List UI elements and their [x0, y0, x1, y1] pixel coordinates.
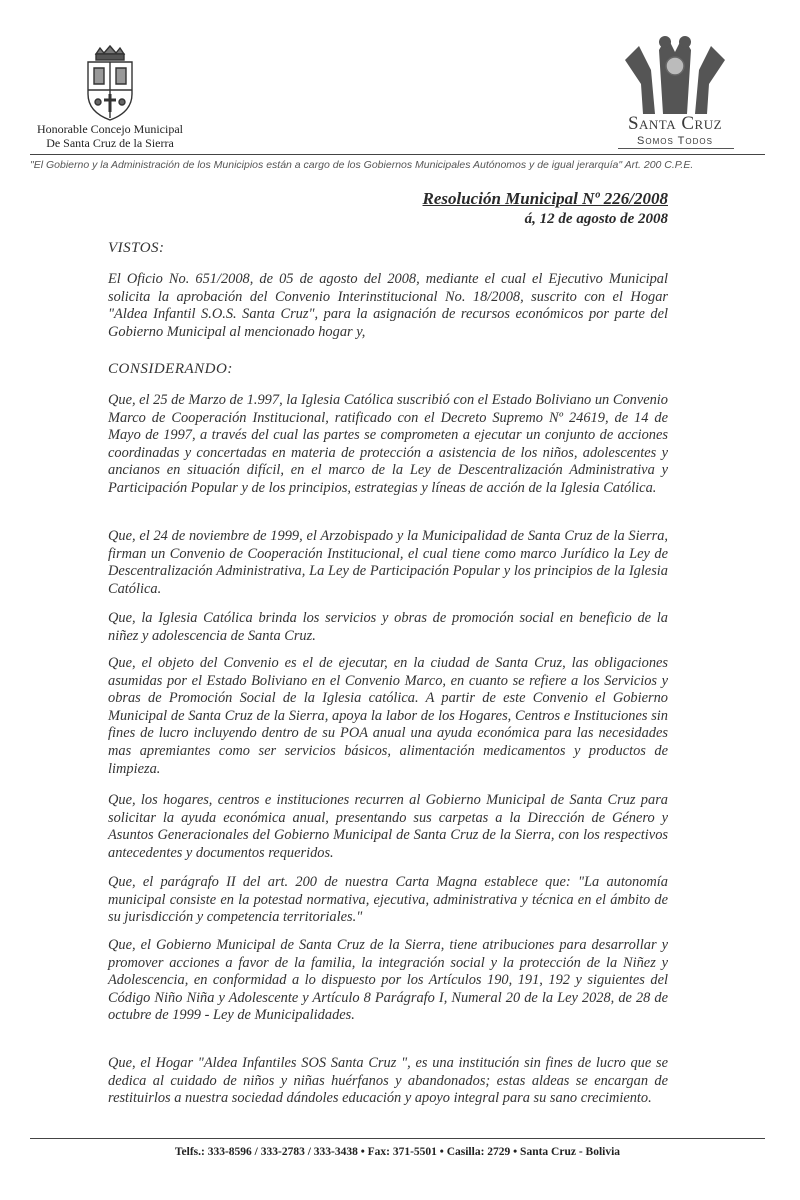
- paragraph-objeto-convenio: Que, el objeto del Convenio es el de ejecutar, en la ciudad de Santa Cruz, las obligaciones asumidas por el Estado Boliviano en el Convenio Marco, en cuanto se refiere a los Servicios y obras de Promoción Social de la Iglesia católica. A partir de este Convenio el Gobierno Municipal de Santa Cruz de la Sierra, apoya la labor de los Hogares, Centros e Instituciones sin fines de lucro incluyendo dentro de su POA anual una ayuda económica para las necesidades mas apremiantes como ser servicios básicos, alimentación medicamentos y productos de limpieza.: [108, 655, 668, 777]
- considerando-heading: CONSIDERANDO:: [108, 361, 233, 377]
- resolution-title: Resolución Municipal Nº 226/2008: [422, 189, 668, 208]
- paragraph-iglesia-servicios: Que, la Iglesia Católica brinda los servicios y obras de promoción social en beneficio de la niñez y adolescencia de Santa Cruz.: [108, 610, 668, 644]
- paragraph-convenio-marco: Que, el 25 de Marzo de 1.997, la Iglesia Católica suscribió con el Estado Boliviano un Convenio Marco de Cooperación Institucional, ratificado con el Decreto Supremo Nº 24619, de 14 de Mayo de 1997, a través del cual las partes se comprometen a ejecutar un conjunto de acciones coordinadas y concertadas en materia de protección a asistencia de los niños, adolescentes y ancianos en situación difícil, en el marco de la Ley de Descentralización Administrativa y Participación Popular y de los principios, estrategias y líneas de acción de la Iglesia Católica.: [108, 392, 668, 496]
- paragraph-hogares: Que, los hogares, centros e instituciones recurren al Gobierno Municipal de Santa Cruz para solicitar la ayuda económica anual, presentando sus carpetas a la Dirección de Género y Asuntos Generacionales del Gobierno Municipal de Santa Cruz de la Sierra, con los respectivos antecedentes y documentos requeridos.: [108, 792, 668, 861]
- paragraph-atribuciones: Que, el Gobierno Municipal de Santa Cruz de la Sierra, tiene atribuciones para desarrollar y promover acciones a favor de la familia, la integración social y la protección de la Niñez y Adolescencia, en conformidad a lo dispuesto por los Artículos 190, 191, 192 y siguientes del Código Niño Niña y Adolescente y Artículo 8 Parágrafo I, Numeral 20 de la Ley 2028, de 28 de octubre de 1999 - Ley de Municipalidades.: [108, 937, 668, 1024]
- council-name: [20, 122, 200, 150]
- paragraph-autonomia: Que, el parágrafo II del art. 200 de nuestra Carta Magna establece que: "La autonomía municipal consiste en la potestad normativa, ejecutiva, administrativa y técnica en el ámbito de su jurisdicción y competencia territoriales.": [108, 874, 668, 926]
- constitution-quote: "El Gobierno y la Administración de los Municipios están a cargo de los Gobiernos Municipales Autónomos y de igual jerarquía" Art. 200 C.P.E.: [30, 159, 694, 171]
- paragraph-aldea-sos: Que, el Hogar "Aldea Infantiles SOS Santa Cruz ", es una institución sin fines de lucro que se dedica al cuidado de niños y niñas huérfanos y abandonados; estas aldeas se encargan de restituirlos a nuestra sociedad dándoles educación y apoyo integral para su sano crecimiento.: [108, 1055, 668, 1107]
- council-line-2: De Santa Cruz de la Sierra: [46, 136, 174, 150]
- resolution-date: á, 12 de agosto de 2008: [524, 211, 668, 227]
- paragraph-arzobispado: Que, el 24 de noviembre de 1999, el Arzobispado y la Municipalidad de Santa Cruz de la Sierra, firman un Convenio de Cooperación Institucional, el cual tiene como marco Jurídico la Ley de Descentralización Administrativa, La Ley de Participación Popular y los principios de la Iglesia Católica.: [108, 528, 668, 597]
- footer-contact: Telfs.: 333-8596 / 333-2783 / 333-3438 • Fax: 371-5501 • Casilla: 2729 • Santa Cruz - Bolivia: [174, 1146, 621, 1158]
- footer-divider: [30, 1138, 765, 1139]
- logo-underline: [618, 148, 734, 149]
- logo-tagline: Somos Todos: [637, 135, 713, 147]
- header-divider: [30, 154, 765, 155]
- logo-name: Santa Cruz: [627, 113, 723, 134]
- coat-of-arms-icon: [82, 44, 138, 122]
- paragraph-oficio: El Oficio No. 651/2008, de 05 de agosto del 2008, mediante el cual el Ejecutivo Municipal solicita la aprobación del Convenio Interinstitucional No. 18/2008, suscrito con el Hogar "Aldea Infantil S.O.S. Santa Cruz", para la asignación de recursos económicos por parte del Gobierno Municipal al mencionado hogar y,: [108, 271, 668, 340]
- santa-cruz-logo-icon: [605, 30, 745, 120]
- vistos-heading: VISTOS:: [108, 240, 165, 256]
- council-line-1: Honorable Concejo Municipal: [37, 122, 183, 136]
